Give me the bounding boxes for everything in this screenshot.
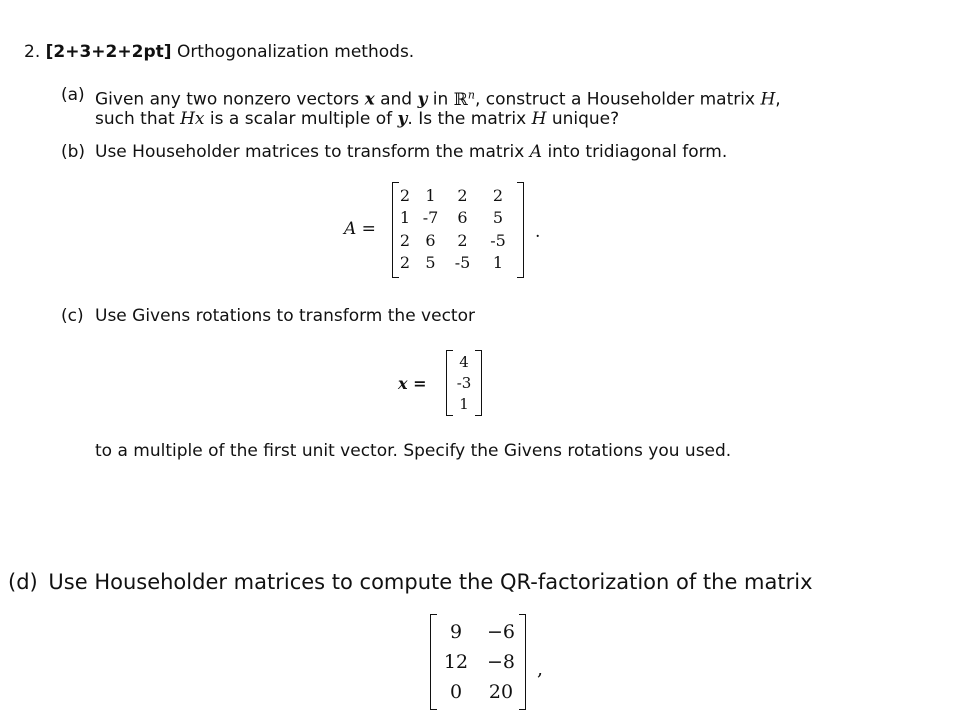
part-d-label: (d): [8, 570, 38, 594]
part-a-line1: [95, 85, 781, 110]
matrix-cell: 1: [425, 185, 436, 205]
right-bracket: [519, 614, 526, 710]
left-bracket: [446, 350, 453, 416]
matrix-cell: 0: [449, 681, 463, 703]
matrix-cell: 5: [425, 253, 436, 273]
vector-cell: 4: [459, 352, 469, 371]
part-a-text: and: [380, 89, 413, 110]
vector-x-label: x =: [398, 374, 427, 393]
right-bracket: [517, 182, 524, 278]
matrix-cell: -7: [422, 208, 439, 228]
matrix-cell: 12: [443, 651, 469, 673]
part-a-line2: [95, 109, 619, 129]
part-c-label: (c): [61, 306, 84, 326]
part-a-text: . Is the matrix: [407, 109, 527, 129]
matrix-cell: -5: [490, 230, 506, 250]
left-bracket: [430, 614, 437, 710]
part-a-text: Given any two nonzero vectors: [95, 89, 360, 110]
right-bracket: [475, 350, 482, 416]
matrix-cell: 9: [449, 621, 463, 643]
part-b-text-1: Use Householder matrices to transform the matrix: [95, 142, 525, 162]
vector-x: [446, 350, 482, 416]
part-a-text: in: [432, 89, 449, 110]
matrix-cell: −8: [486, 651, 515, 673]
matrix-h-symbol: H: [760, 89, 776, 110]
vector-x-symbol: x: [364, 89, 375, 110]
matrix-cell: 2: [399, 230, 411, 250]
vector-cell: 1: [459, 394, 469, 413]
matrix-h-symbol: H: [531, 109, 547, 129]
matrix-cell: −6: [486, 621, 515, 643]
problem-title: Orthogonalization methods.: [176, 42, 415, 62]
part-b-text: [95, 142, 727, 162]
dimension-n: n: [467, 88, 475, 101]
part-d-text: Use Householder matrices to compute the QR-factorization of the matrix: [48, 570, 813, 594]
vector-y-symbol: y: [417, 89, 428, 110]
problem-header: [24, 42, 414, 62]
part-a-text: such that: [95, 109, 175, 129]
matrix-cell: 6: [457, 208, 468, 228]
left-bracket: [392, 182, 399, 278]
matrix-a-label: A =: [344, 219, 376, 239]
matrix-cell: 2: [399, 185, 411, 205]
part-b-label: (b): [61, 142, 86, 162]
matrix-cell: 2: [457, 230, 468, 250]
matrix-cell: 2: [492, 185, 504, 205]
matrix-cell: 2: [399, 253, 411, 273]
part-a-label: (a): [61, 85, 85, 105]
matrix-cell: 1: [492, 253, 504, 273]
part-d-line: [8, 569, 813, 595]
matrix-cell: 2: [457, 185, 468, 205]
part-c-text-2: to a multiple of the first unit vector. Specify the Givens rotations you used.: [95, 441, 732, 461]
part-a-text: ,: [775, 89, 781, 110]
vector-cell: -3: [456, 373, 472, 392]
matrix-qr: [430, 614, 526, 710]
part-a-text: , construct a Householder matrix: [474, 89, 756, 110]
matrix-cell: 20: [488, 681, 514, 703]
problem-points: [2+3+2+2pt]: [45, 42, 172, 62]
matrix-a-symbol: A: [529, 142, 543, 162]
part-a-text: is a scalar multiple of: [209, 109, 393, 129]
matrix-a: [392, 182, 524, 278]
part-c-text: Use Givens rotations to transform the vector: [95, 306, 475, 326]
real-space-symbol: ℝ$^n$: [453, 88, 475, 110]
matrix-cell: 6: [425, 230, 436, 250]
matrix-cell: -5: [454, 253, 471, 273]
matrix-cell: 5: [492, 208, 504, 228]
matrix-qr-punct: ,: [537, 658, 544, 680]
problem-number: 2.: [24, 42, 41, 62]
matrix-cell: 1: [399, 208, 411, 228]
part-b-text-2: into tridiagonal form.: [547, 142, 728, 162]
part-a-text: unique?: [551, 109, 620, 129]
vector-y-symbol: y: [397, 109, 408, 129]
hx-symbol: Hx: [180, 109, 205, 129]
matrix-a-punct: .: [535, 222, 541, 242]
